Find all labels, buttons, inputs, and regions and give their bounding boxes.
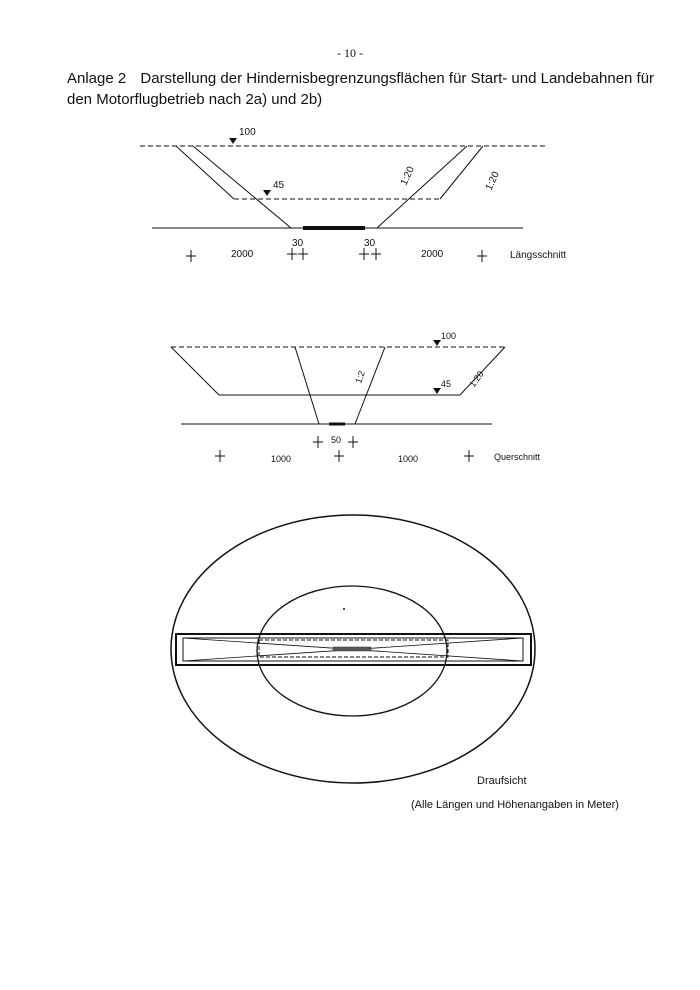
laengs-height-inner: 45 — [273, 180, 285, 191]
q-height-marker-100 — [433, 340, 441, 346]
q-height-marker-45 — [433, 388, 441, 394]
laengs-offset-right: 30 — [364, 238, 376, 249]
laengs-height-top: 100 — [239, 127, 256, 138]
page-number: - 10 - — [337, 46, 363, 60]
q-inner-slope-left — [295, 347, 319, 424]
quer-ticks — [215, 436, 474, 462]
laengs-length-right: 2000 — [421, 249, 444, 260]
quer-length-right: 1000 — [398, 454, 419, 464]
quer-height-top: 100 — [441, 331, 457, 341]
laengsschnitt-diagram — [140, 138, 545, 262]
runway-pavement — [333, 647, 371, 651]
quer-slope-inner: 1:2 — [353, 369, 367, 385]
laengs-slope-inner: 1:20 — [398, 164, 417, 188]
quer-width-strip: 50 — [331, 435, 342, 445]
outer-slope-right — [440, 146, 483, 199]
inner-slope-right — [377, 146, 467, 228]
quer-slope-outer: 1:20 — [467, 369, 486, 390]
laengs-slope-outer: 1:20 — [483, 169, 502, 193]
quer-label: Querschnitt — [494, 452, 541, 462]
draufsicht-diagram — [171, 515, 535, 783]
laengs-length-left: 2000 — [231, 249, 254, 260]
q-outer-slope-right — [460, 347, 505, 395]
height-marker-100 — [229, 138, 237, 144]
units-note: (Alle Längen und Höhenangaben in Meter) — [411, 799, 619, 811]
quer-length-left: 1000 — [271, 454, 292, 464]
q-inner-slope-right — [355, 347, 385, 424]
height-marker-45 — [263, 190, 271, 196]
draufsicht-label: Draufsicht — [477, 775, 527, 787]
heading-prefix: Anlage 2 — [67, 70, 127, 87]
quer-height-inner: 45 — [441, 379, 452, 389]
laengs-offset-left: 30 — [292, 238, 304, 249]
q-outer-slope-left — [171, 347, 219, 395]
center-dot — [343, 608, 345, 610]
heading-text: Darstellung der Hindernisbegrenzungsflächen für Start- und Landebahnen für den Motorflugbetrieb nach 2a) und 2b) — [67, 70, 655, 108]
laengs-label: Längsschnitt — [510, 250, 567, 261]
